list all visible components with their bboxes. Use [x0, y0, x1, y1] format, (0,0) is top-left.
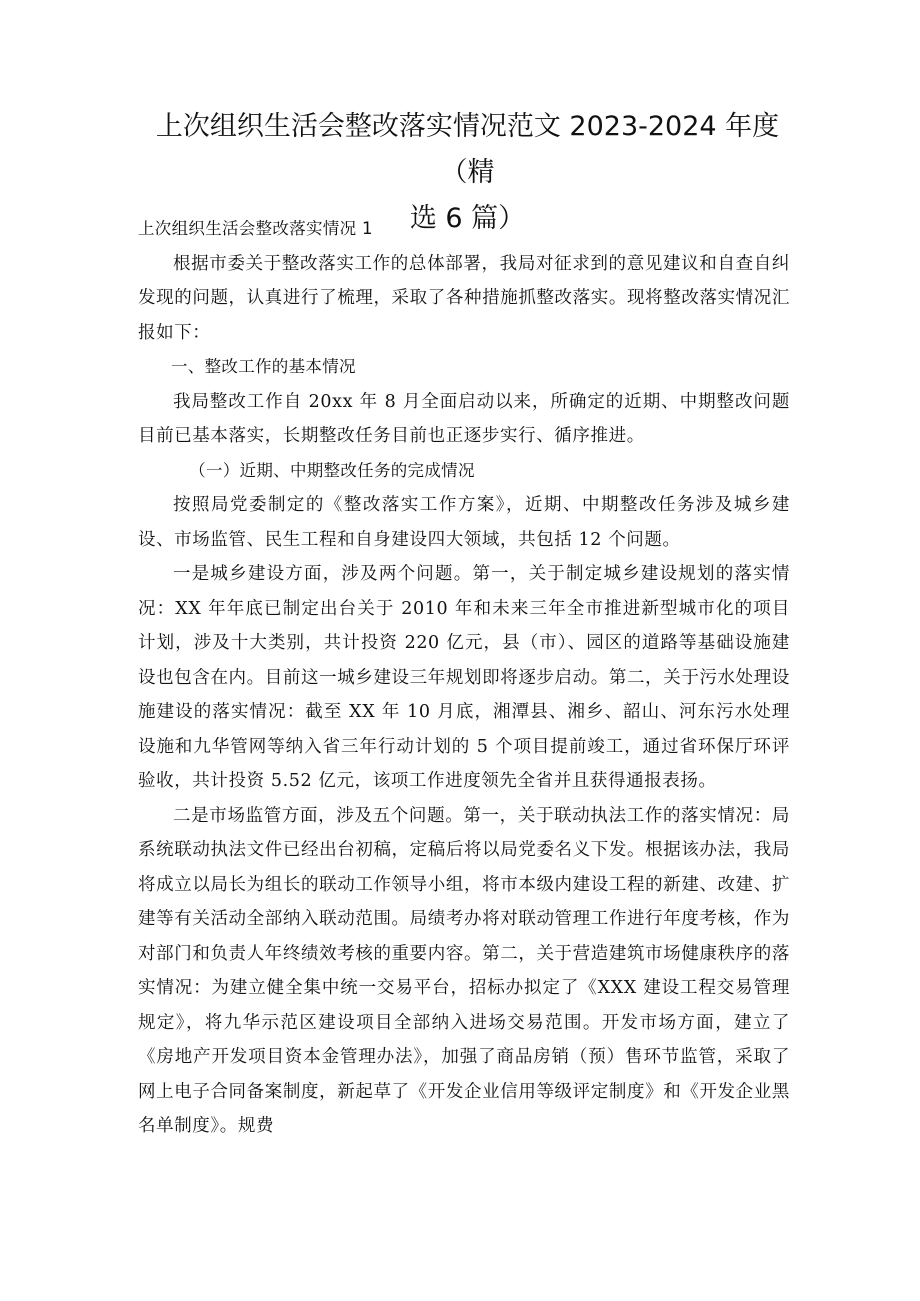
paragraph-market-supervision: 二是市场监管方面，涉及五个问题。第一，关于联动执法工作的落实情况：局系统联动执法文件已经出台初稿，定稿后将以局党委名义下发。根据该办法，我局将成立以局长为组长的联动工作领导小组，将市本级内建设工程的新建、改建、扩建等有关活动全部纳入联动范围。局绩考办将对联动管理工作进行年度考核，作为对部门和负责人年终绩效考核的重要内容。第二，关于营造建筑市场健康秩序的落实情况：为建立健全集中统一交易平台，招标办拟定了《XXX 建设工程交易管理规定》，将九华示范区建设项目全部纳入进场交易范围。开发市场方面，建立了《房地产开发项目资本金管理办法》，加强了商品房销（预）售环节监管，采取了网上电子合同备案制度，新起草了《开发企业信用等级评定制度》和《开发企业黑名单制度》。规费	[138, 805, 790, 1136]
document-body	[138, 212, 790, 1144]
section-heading: 上次组织生活会整改落实情况 1	[138, 219, 373, 238]
title-line-2: 选 6 篇）	[409, 203, 526, 234]
subheading-basic-situation: 一、整改工作的基本情况	[171, 357, 356, 376]
paragraph-urban-rural: 一是城乡建设方面，涉及两个问题。第一，关于制定城乡建设规划的落实情况：XX 年年底已制定出台关于 2010 年和未来三年全市推进新型城市化的项目计划，涉及十大类别，共计投资 220 亿元，县（市）、园区的道路等基础设施建设也包含在内。目前这一城乡建设三年规划即将逐步启动。第二，关于污水处理设施建设的落实情况：截至 XX 年 10 月底，湘潭县、湘乡、韶山、河东污水处理设施和九华管网等纳入省三年行动计划的 5 个项目提前竣工，通过省环保厅环评验收，共计投资 5.52 亿元，该项工作进度领先全省并且获得通报表扬。	[138, 564, 790, 791]
paragraph-plan: 按照局党委制定的《整改落实工作方案》，近期、中期整改任务涉及城乡建设、市场监管、民生工程和自身建设四大领域，共包括 12 个问题。	[138, 495, 790, 550]
title-line-1: 上次组织生活会整改落实情况范文 2023-2024 年度（精	[155, 111, 780, 188]
paragraph-intro: 根据市委关于整改落实工作的总体部署，我局对征求到的意见建议和自查自纠发现的问题，认真进行了梳理，采取了各种措施抓整改落实。现将整改落实情况汇报如下：	[138, 253, 790, 343]
subheading-near-mid-term: （一）近期、中期整改任务的完成情况	[189, 460, 475, 480]
paragraph-progress: 我局整改工作自 20xx 年 8 月全面启动以来，所确定的近期、中期整改问题目前已基本落实，长期整改任务目前也正逐步实行、循序推进。	[138, 391, 790, 446]
